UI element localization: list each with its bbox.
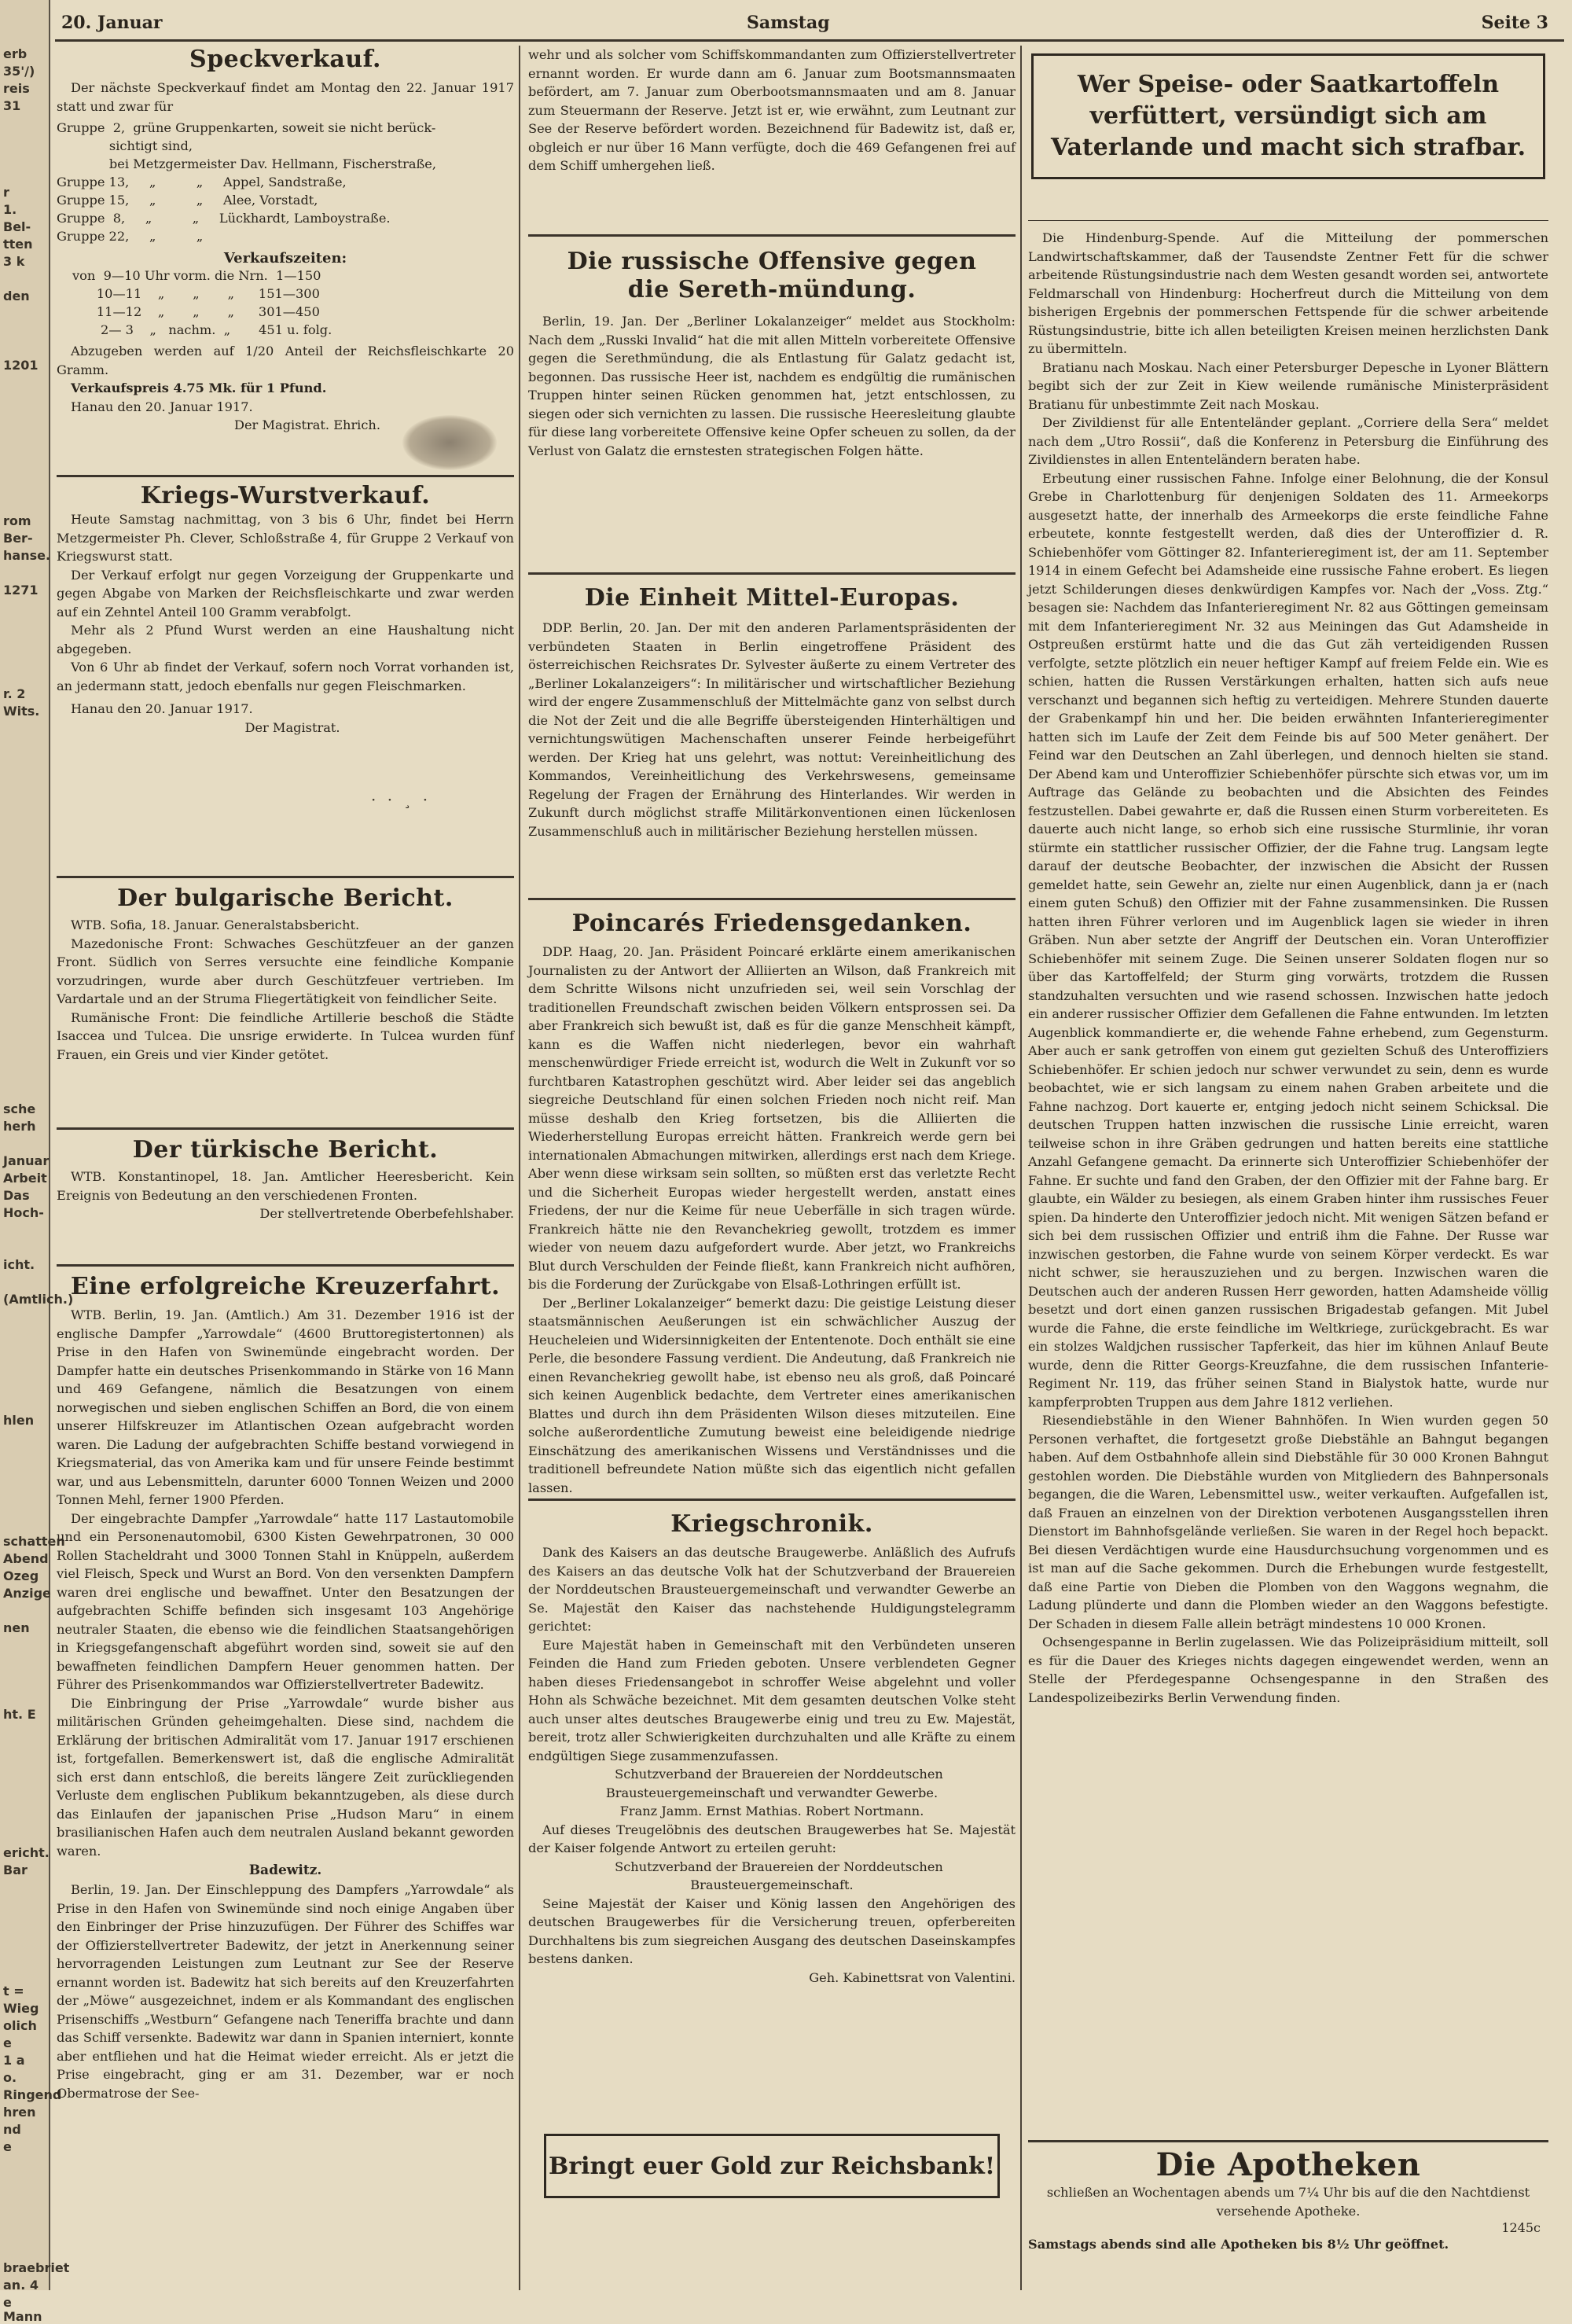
article-text: WTB. Berlin, 19. Jan. (Amtlich.) Am 31. Dezember 1916 ist der englische Dampfer „Yarrowdale“ (4600 Bruttoregistertonnen) als Prise in den Hafen von Swinemünde eingebracht worden. Der Dampfer hatte ein deutsches Prisenkommando in Stärke von 16 Mann und 469 Gefangene, nämlich die Besatzungen von einem norwegischen und sieben englischen Schiffen an Bord, die von einem unserer Hilfskreuzer im Atlantischen Ozean aufgebracht worden waren. Die Ladung der aufgebrachten Schiffe bestand vorwiegend in Kriegsmaterial, das von Amerika kam und für unsere Feinde bestimmt war, und aus Lebensmitteln, darunter 6000 Tonnen Weizen und 2000 Tonnen Mehl, ferner 1900 Pferden. — [57, 1307, 514, 1507]
news-item: Ochsengespanne in Berlin zugelassen. Wie das Polizeipräsidium mitteilt, soll es für die Dauer des Krieges nichts dagegen eingewendet werden, wenn an Stelle der Pferdegespanne Ochsengespanne in den Straßen des Landespolizeibezirks Berlin Verwendung finden. — [1028, 1635, 1548, 1705]
header-page-number: Seite 3 — [1481, 13, 1548, 33]
official-stamp-image — [402, 415, 497, 470]
article-text: Die Einbringung der Prise „Yarrowdale“ wurde bisher aus militärischen Gründen geheimgehalten. Diese sind, nachdem die Erklärung der britischen Admiralität vom 17. Januar 1917 erschienen ist, fortgefallen. Bemerkenswert ist, daß die englische Admiralität sich erst dann entschloß, die bereits längere Zeit zurückliegenden Verluste dem englischen Publikum bekanntzugeben, als diese durch das Einlaufen der japanischen Prise „Hudson Maru“ in einem brasilianischen Hafen auch dem neutralen Ausland bekannt geworden waren. — [57, 1695, 514, 1859]
column-right — [1028, 46, 1548, 2290]
edge-fragment: Wits. — [3, 704, 40, 719]
article-title: Die Einheit Mittel-Europas. — [584, 584, 960, 612]
edge-fragment: hlen — [3, 1413, 35, 1428]
notice-signature: Der Magistrat. Ehrich. — [234, 417, 380, 432]
notice-text: Der nächste Speckverkauf findet am Montag den 22. Januar 1917 statt und zwar für — [57, 80, 514, 114]
edge-fragment: olich — [3, 2018, 37, 2033]
edge-fragment: ericht. — [3, 1845, 50, 1860]
article-bulgarian-report — [57, 876, 514, 1126]
edge-fragment: Wieg — [3, 2001, 39, 2016]
edge-fragment: braebriet — [3, 2260, 70, 2275]
notice-text: Von 6 Uhr ab findet der Verkauf, sofern noch Vorrat vorhanden ist, an jedermann statt, jedoch ebenfalls nur gegen Fleischmarken. — [57, 660, 514, 693]
edge-fragment: 31 — [3, 98, 21, 113]
header-weekday: Samstag — [747, 13, 830, 33]
notice-signature: Der Magistrat. — [244, 719, 340, 735]
edge-fragment: 3 k — [3, 254, 25, 269]
edge-fragment: Anzige — [3, 1586, 51, 1601]
notice-text: Mehr als 2 Pfund Wurst werden an eine Haushaltung nicht abgegeben. — [57, 623, 514, 656]
edge-fragment: e — [3, 2139, 12, 2154]
edge-fragment: nd — [3, 2122, 21, 2137]
article-turkish-report — [57, 1127, 514, 1263]
running-header — [55, 6, 1564, 42]
edge-fragment: 1201 — [3, 358, 39, 373]
time-line: von 9—10 Uhr vorm. die Nrn. 1—150 — [72, 268, 321, 283]
edge-fragment: e — [3, 2035, 12, 2050]
article-text: wehr und als solcher vom Schiffskommandanten zum Offizierstellvertreter ernannt worden. Er wurde dann am 6. Januar zum Bootsmannsmaaten befördert, am 7. Januar zum Oberbootsmannsmaaten und am 8. Januar zum Steuermann der Reserve. Jetzt ist er, wie erwähnt, zum Leutnant zur See der Reserve befördert worden. Bezeichnend für Badewitz ist, daß er, obgleich er nur über 16 Mann verfügte, doch die 469 Gefangenen frei auf dem Schiff umhergehen ließ. — [528, 47, 1016, 173]
notice-date: Hanau den 20. Januar 1917. — [71, 399, 253, 414]
times-heading: Verkaufszeiten: — [223, 250, 347, 267]
edge-fragment: Januar — [3, 1153, 50, 1168]
group-line: Gruppe 13, „ „ Appel, Sandstraße, — [57, 175, 347, 189]
article-title: Der türkische Bericht. — [132, 1136, 439, 1164]
article-title: Der bulgarische Bericht. — [117, 884, 454, 912]
column-left — [57, 46, 514, 2290]
edge-fragment: 1271 — [3, 583, 39, 598]
notice-date: Hanau den 20. Januar 1917. — [71, 701, 253, 716]
edge-fragment: hanse. — [3, 548, 51, 563]
pharmacy-ad-number: 1245c — [1501, 2220, 1541, 2235]
edge-fragment: 35'/) — [3, 64, 35, 79]
group-line: Gruppe 2, grüne Gruppenkarten, soweit sie nicht berück- — [57, 120, 436, 135]
edge-fragment: reis — [3, 81, 30, 96]
article-text: DDP. Berlin, 20. Jan. Der mit den anderen Parlamentspräsidenten der verbündeten Staaten in Berlin eingetroffene Präsident des österreichischen Reichsrates Dr. Sylvester äußerte zu einem Vertreter des „Berliner Lokalanzeigers“: In militärischer und wirtschaftlicher Beziehung wird der engere Zusammenschluß der Mittelmächte ganz von selbst durch die Not der Zeit und die alle Begriffe übersteigenden Hinterhältigen und vernichtungswütigen Machenschaften unserer Feinde herbeigeführt werden. Der Krieg hat uns gelehrt, was nottut: Vereinheitlichung des Kommandos, Vereinheitlichung des Verkehrswesens, gemeinsame Regelung der Fragen der Ernährung des Hinterlandes. Wir werden in Zukunft durch möglichst straffe Militärkonventionen einen lückenlosen Zusammenschluß auch in militärischer Beziehung herstellen müssen. — [528, 620, 1016, 839]
time-line: 10—11 „ „ „ 151—300 — [72, 286, 320, 301]
edge-fragment: hren — [3, 2105, 36, 2120]
edge-fragment: Hoch- — [3, 1205, 44, 1220]
notice-title: Kriegs-Wurstverkauf. — [140, 482, 431, 509]
edge-fragment: Das — [3, 1188, 30, 1203]
article-war-chronicle — [528, 1498, 1016, 2143]
time-line: 2— 3 „ nachm. „ 451 u. folg. — [72, 322, 332, 337]
article-text: WTB. Sofia, 18. Januar. Generalstabsbericht. — [71, 917, 360, 932]
article-continuation — [528, 46, 1016, 225]
edge-fragment: den — [3, 289, 30, 303]
gold-appeal-box — [544, 2134, 1000, 2198]
edge-fragment: Ringend — [3, 2087, 62, 2102]
article-text: Der eingebrachte Dampfer „Yarrowdale“ hatte 117 Lastautomobile und ein Personenautomobil, 6300 Kisten Gewehrpatronen, 30 000 Rollen Stacheldraht und 3000 Tonnen Stahl in Knüppeln, außerdem viel Fleisch, Speck und Wurst an Bord. Von den versenkten Dampfern waren drei englische und bewaffnet. Unter den Besatzungen der aufgebrachten Schiffe befinden sich insgesamt 103 Angehörige neutraler Staaten, die ebenso wie die feindlichen Staatsangehörigen in Kriegsgefangenschaft abgeführt worden sind, soweit sie auf den bewaffneten feindlichen Dampfern Heuer genommen hatten. Der Führer des Prisenkommandos war Offizierstellvertreter Badewitz. — [57, 1510, 514, 1692]
edge-fragment: icht. — [3, 1257, 35, 1272]
official-stamp-mark: · · ¸ · — [371, 790, 432, 809]
edge-fragment: (Amtlich.) — [3, 1292, 74, 1307]
edge-fragment: schatten — [3, 1534, 65, 1549]
edge-fragment: an. 4 — [3, 2278, 39, 2293]
time-line: 11—12 „ „ „ 301—450 — [72, 304, 320, 319]
edge-fragment: Bar — [3, 1863, 28, 1877]
article-text: Berlin, 19. Jan. Der Einschleppung des Dampfers „Yarrowdale“ als Prise in den Hafen von Swinemünde sind noch einige Angaben über den Einbringer der Prise hinzuzufügen. Der Führer des Schiffes war der Offizierstellvertreter Badewitz, der jetzt in Anerkennung seiner hervorragenden Leistungen zum Leutnant zur See der Reserve ernannt worden ist. Badewitz hat sich bereits auf den Kreuzerfahrten der „Möwe“ ausgezeichnet, indem er als Kommandant des englischen Prisenschiffs „Westburn“ Gefangene nach Teneriffa brachte und dann das Schiff versenkte. Badewitz war dann in Spanien interniert, konnte aber entfliehen und hat die Heimat wieder erreicht. Als er jetzt die Prise eingebracht, ging er am 31. Dezember, war er noch Obermatrose der See- — [57, 1882, 514, 2101]
edge-fragment: Arbeit — [3, 1171, 47, 1186]
notice-title: Speckverkauf. — [189, 46, 381, 73]
pharmacy-text: Samstags abends sind alle Apotheken bis 8½ Uhr geöffnet. — [1028, 2237, 1449, 2252]
edge-fragment: erb — [3, 46, 28, 61]
pharmacy-title: Die Apotheken — [1155, 2146, 1421, 2183]
article-title: Kriegschronik. — [670, 1510, 873, 1538]
gold-appeal-text: Bringt euer Gold zur Reichsbank! — [549, 2152, 995, 2180]
edge-fragment: Abend — [3, 1551, 49, 1566]
article-text: Eure Majestät haben in Gemeinschaft mit den Verbündeten unseren Feinden die Hand zum Frieden geboten. Unsere verblendeten Gegner haben dieses Friedensangebot in schroffer Weise abgelehnt und voller Hohn als Schwäche bezeichnet. Mit dem gesamten deutschen Volke steht auch unser altes deutsches Braugewerbe einig und treu zu Ew. Majestät, bereit, trotz aller Schwierigkeiten durchzuhalten und alle Kräfte zu einem endgültigen Siege zusammenzufassen. — [528, 1637, 1016, 1763]
news-item: Die Hindenburg-Spende. Auf die Mitteilung der pommerschen Landwirtschaftskammer, daß der Tausendste Zentner Fett für die schwer arbeitende Rüstungsindustrie nach dem Westen gesandt worden sei, antwortete Feldmarschall von Hindenburg: Hocherfreut durch die Mitteilung von dem bisherigen Ergebnis der pommerschen Fettspende für die schwer arbeitende Rüstungsindustrie, bitte ich allen beteiligten Kreisen meinen herzlichsten Dank zu übermitteln. — [1028, 230, 1548, 356]
edge-fragment: 1 a — [3, 2053, 25, 2068]
article-text: Der „Berliner Lokalanzeiger“ bemerkt dazu: Die geistige Leistung dieser staatsmännischen Aeußerungen ist ein schwächlicher Auszug der Heucheleien und Widersinnigkeiten der Ententenote. Doch enthält sie eine Perle, die besondere Fassung verdient. Die Andeutung, daß Frankreich nie einen Revanchekrieg gewollt habe, ist ebenso neu als groß, daß Poincaré sich keinen Augenblick bedachte, dem Vertreter eines amerikanischen Blattes und durch ihn dem Präsidenten Wilson dieses mitzuteilen. Eine solche außerordentliche Zumutung beweist eine beleidigende niedrige Einschätzung des amerikanischen Wissens und Verständnisses und die traditionell befreundete Nation müßte sich das eigentlich nicht gefallen lassen. — [528, 1295, 1016, 1495]
article-text: Berlin, 19. Jan. Der „Berliner Lokalanzeiger“ meldet aus Stockholm: Nach dem „Russki Invalid“ hat die mit allen Mitteln vorbereitete Offensive gegen die Serethmündung, die als Entlastung für Galatz gedacht ist, begonnen. Das russische Heer ist, nachdem es endgültig die rumänischen Truppen hinter seinen Rücken genommen hat, jetzt entschlossen, zu siegen oder sich vernichten zu lassen. Die russische Heeresleitung glaubte für diese lang vorbereitete Offensive keine Opfer scheuen zu sollen, da der Verlust von Galatz die ernstesten strategischen Folgen hätte. — [528, 314, 1016, 458]
group-line: Gruppe 8, „ „ Lückhardt, Lamboystraße. — [57, 211, 391, 226]
edge-fragment: Ber- — [3, 531, 33, 546]
potato-warning-text: Wer Speise- oder Saatkartoffeln verfüttert, versündigt sich am Vaterlande und macht sich strafbar. — [1050, 71, 1526, 161]
edge-fragment: o. — [3, 2070, 17, 2085]
article-text: Seine Majestät der Kaiser und König lassen den Angehörigen des deutschen Braugewerbes für die Versicherung treuen, opferbereiten Durchhaltens bis zum siegreichen Ausgang des deutschen Daseinskampfes bestens danken. — [528, 1896, 1016, 1966]
notice-text: Heute Samstag nachmittag, von 3 bis 6 Uhr, findet bei Herrn Metzgermeister Ph. Clever, Schloßstraße 4, für Gruppe 2 Verkauf von Kriegswurst statt. — [57, 512, 514, 564]
news-items — [1028, 220, 1548, 2138]
edge-fragment: Bel- — [3, 219, 31, 234]
group-line: bei Metzgermeister Dav. Hellmann, Fischerstraße, — [57, 156, 437, 171]
article-text: WTB. Konstantinopel, 18. Jan. Amtlicher Heeresbericht. Kein Ereignis von Bedeutung an den verschiedenen Fronten. — [57, 1169, 514, 1203]
notice-wurstverkauf — [57, 475, 514, 844]
pharmacy-text: schließen an Wochentagen abends um 7¼ Uhr bis auf die den Nachtdienst versehende Apotheke. — [1046, 2185, 1530, 2219]
article-title: Poincarés Friedensgedanken. — [571, 910, 972, 937]
article-text: Mazedonische Front: Schwaches Geschützfeuer an der ganzen Front. Südlich von Serres versuchte eine feindliche Kompanie vorzudringen, wurde aber durch Geschützfeuer vertrieben. Im Vardartale und an der Struma Fliegertätigkeit von feindlicher Seite. — [57, 936, 514, 1006]
group-line: Gruppe 22, „ „ — [57, 229, 204, 244]
article-cruiser-voyage — [57, 1264, 514, 2290]
article-text: Auf dieses Treugelöbnis des deutschen Braugewerbes hat Se. Majestät der Kaiser folgende Antwort zu erteilen geruht: — [528, 1822, 1016, 1855]
column-middle — [528, 46, 1016, 2290]
group-line: Gruppe 15, „ „ Alee, Vorstadt, — [57, 193, 318, 208]
article-signature: Der stellvertretende Oberbefehlshaber. — [259, 1206, 514, 1221]
article-title: Eine erfolgreiche Kreuzerfahrt. — [70, 1273, 501, 1300]
potato-warning-box — [1031, 53, 1545, 179]
article-subheading: Badewitz. — [248, 1863, 322, 1878]
article-sereth-offensive — [528, 234, 1016, 564]
edge-fragment: ht. E — [3, 1707, 36, 1722]
edge-fragment: nen — [3, 1620, 30, 1635]
column-rule — [519, 46, 520, 2290]
edge-fragment: herh — [3, 1119, 36, 1134]
article-poincare — [528, 898, 1016, 1495]
article-central-europe — [528, 572, 1016, 887]
edge-fragment: rom — [3, 513, 31, 528]
article-text: Schutzverband der Brauereien der Norddeutschen Brausteuergemeinschaft. — [615, 1859, 943, 1892]
news-item: Der Zivildienst für alle Ententeländer geplant. „Corriere della Sera“ meldet nach dem „Utro Rossii“, daß die Konferenz in Petersburg die Einführung des Zivildienstes in allen Ententeländern beraten habe. — [1028, 415, 1548, 467]
edge-fragment: r — [3, 185, 9, 200]
article-text: Schutzverband der Brauereien der Norddeutschen Brausteuergemeinschaft und verwandter Gewerbe. — [605, 1767, 943, 1800]
edge-fragment: 1. — [3, 202, 17, 217]
article-text: Franz Jamm. Ernst Mathias. Robert Nortmann. — [619, 1804, 924, 1818]
notice-text: Abzugeben werden auf 1/20 Anteil der Reichsfleischkarte 20 Gramm. — [57, 344, 514, 377]
group-line: sichtigt sind, — [57, 138, 193, 153]
notice-text: Der Verkauf erfolgt nur gegen Vorzeigung der Gruppenkarte und gegen Abgabe von Marken der Reichsfleischkarte und zwar werden auf ein Zehntel Anteil 100 Gramm verabfolgt. — [57, 567, 514, 620]
column-rule — [1020, 46, 1022, 2290]
edge-fragment: Ozeg — [3, 1568, 39, 1583]
edge-fragment: t = — [3, 1984, 24, 1999]
news-item: Bratianu nach Moskau. Nach einer Petersburger Depesche in Lyoner Blättern begibt sich der zur Zeit in Kiew weilende rumänische Ministerpräsident Bratianu für unbestimmte Zeit nach Moskau. — [1028, 359, 1548, 412]
adjacent-page-edge — [0, 0, 74, 2324]
edge-fragment: sche — [3, 1101, 36, 1116]
times-list — [72, 267, 514, 339]
header-date: 20. Januar — [61, 13, 163, 33]
article-title: Die russische Offensive gegen die Sereth-mündung. — [567, 248, 977, 303]
group-list — [57, 119, 514, 245]
news-item: Riesendiebstähle in den Wiener Bahnhöfen. In Wien wurden gegen 50 Personen verhaftet, die fortgesetzt große Diebstähle an Bahngut begangen haben. Auf dem Ostbahnhofe allein sind Diebstähle für 30 000 Kronen Bahngut gestohlen worden. Die Diebstähle wurden von Mitgliedern des Bahnpersonals begangen, die die Waren, Lebensmittel usw., weiter verkauften. Aufgefallen ist, daß Frauen an einzelnen von der Direktion verbotenen Ausgangsstellen ihren Dienstort im Bahnhofsgelände verließen. Sie waren in der Regel hoch bepackt. Bei diesen Verdächtigen wurde eine Hausdurchsuchung vorgenommen und es ist man auf die Sache gekommen. Durch die Erhebungen wurde festgestellt, daß eine Partie von Dieben die Plomben von den Waggons wegnahm, die Ladung plünderte und dann die Plomben wieder an den Waggons befestigte. Der Schaden in diesem Falle allein beträgt mindestens 10 000 Kronen. — [1028, 1413, 1548, 1631]
notice-text: Verkaufspreis 4.75 Mk. für 1 Pfund. — [71, 381, 327, 395]
edge-fragment: e Mann — [3, 2295, 42, 2324]
article-text: Dank des Kaisers an das deutsche Braugewerbe. Anläßlich des Aufrufs des Kaisers an das deutsche Volk hat der Schutzverband der Brauereien der Norddeutschen Brausteuergemeinschaft und verwandter Gewerbe an Se. Majestät den Kaiser das nachstehende Huldigungstelegramm gerichtet: — [528, 1545, 1016, 1634]
article-signature: Geh. Kabinettsrat von Valentini. — [809, 1969, 1016, 1985]
pharmacy-notice — [1028, 2140, 1548, 2258]
article-text: DDP. Haag, 20. Jan. Präsident Poincaré erklärte einem amerikanischen Journalisten zu der Antwort der Alliierten an Wilson, daß Frankreich mit dem Schritte Wilsons nicht unzufrieden sei, weil sein Vorschlag der traditionellen Freundschaft zwischen beiden Völkern entsprossen sei. Da aber Frankreich sich bewußt ist, daß es für die ganze Menschheit kämpft, kann es die Waffen nicht niederlegen, bevor ein wahrhaft menschenwürdiger Friede erreicht ist, wodurch die Welt in Zukunft vor so furchtbaren Katastrophen geschützt wird. Aber leider sei das angeblich siegreiche Deutschland für einen solchen Frieden noch nicht reif. Man müsse deshalb den Krieg fortsetzen, bis die Alliierten die Wiederherstellung Europas erreicht hätten. Frankreich werde gern bei internationalen Abmachungen mitwirken, allerdings erst nach dem Kriege. Aber wenn diese wirksam sein sollten, so müßten erst das verletzte Recht und die Sicherheit Europas wieder hergestellt werden, anstatt eines Friedens, der nur die Keime für neue Ueberfälle in sich tragen würde. Frankreich hätte nie den Revanchekrieg gewollt, trotzdem es immer wieder von neuem dazu aufgefordert wurde. Aber jetzt, wo Frankreichs Blut durch Verschulden der Feinde fließt, kann Frankreich nicht aufhören, bis die Forderung der Zurückgabe von Elsaß-Lothringen erfüllt ist. — [528, 944, 1016, 1292]
news-item: Erbeutung einer russischen Fahne. Infolge einer Belohnung, die der Konsul Grebe in Charlottenburg für denjenigen Soldaten des 11. Armeekorps ausgesetzt hatte, der innerhalb des Armeekorps die erste feindliche Fahne erbeutete, konnte festgestellt werden, daß dies der Unteroffizier d. R. Schiebenhöfer vom Göttinger 82. Infanterieregiment ist, der am 11. September 1914 in einem Gefecht bei Adamsheide eine russische Fahne erobert. Es liegen jetzt Schilderungen dieses denkwürdigen Kampfes vor. Nach der „Voss. Ztg.“ besagen sie: Nachdem das Infanterieregiment Nr. 82 aus Göttingen gemeinsam mit dem Infanterieregiment Nr. 32 aus Meiningen das Gut Adamsheide in Ostpreußen erstürmt hatte und die das Gut zäh verteidigenden Russen verfolgte, setzte plötzlich ein neuer heftiger Kampf auf freiem Felde ein. Wie es schien, hatten die Russen Verstärkungen erhalten, hatten sich aufs neue verschanzt und begannen sich heftig zu verteidigen. Mehrere Stunden dauerte der Grabenkampf hin und her. Die beiden erwähnten Infanterieregimenter hatten sich im Laufe der Zeit dem Feinde bis auf 500 Meter genähert. Der Feind war den Deutschen an Zahl überlegen, und dennoch hielten sie stand. Der Abend kam und Unteroffizier Schiebenhöfer pürschte sich etwas vor, um im Auftrage das Gelände zu beobachten und die Absichten des Feindes festzustellen. Dabei gewahrte er, daß die Russen einen Sturm vorbereiteten. Es dauerte auch nicht lange, so erhob sich eine russische Sturmlinie, ihr voran stürmte ein stattlicher russischer Offizier, der die Fahne trug. Langsam legte darauf der deutsche Beobachter, der inzwischen die Absicht der Russen gemeldet hatte, sein Gewehr an, zielte nur einen Augenblick, dann ja er (nach einem guten Schuß) den Offizier mit der Fahne zusammensinken. Die Russen hatten ihren Führer verloren und im Augenblick lagen sie wieder in ihren Gräben. Nun aber setzte der Angriff der Deutschen ein. Voran Unteroffizier Schiebenhöfer mit seinem Zuge. Die Seinen unserer Soldaten flogen nur so über das Kartoffelfeld; der Sturm ging vorwärts, trotzdem die Russen standzuhalten versuchten und wie rasend schossen. Inzwischen hatte jedoch ein anderer russischer Offizier dem Gefallenen die Fahne entwunden. Im letzten Augenblick kommandierte er, die wehende Fahne erhebend, zum Gegensturm. Aber auch er sank getroffen von einem gut gezielten Schuß des Unteroffiziers Schiebenhöfer. Er schien jedoch nur schwer verwundet zu sein, denn es wurde beobachtet, wie er sich langsam zu einem nahen Graben arbeitete und die Fahne nachzog. Dort kauerte er, entging jedoch nicht seinem Schicksal. Die deutschen Truppen hatten inzwischen die russische Linie erreicht, waren teilweise schon in ihre Gräben gedrungen und hatten bereits eine stattliche Anzahl Gefangene gemacht. Da erinnerte sich Unteroffizier Schiebenhöfer der Fahne. Er suchte und fand den Graben, der den Offizier mit der Fahne barg. Er glaubte, ein Wälder zu besiegen, als einem Graben hinter ihm russisches Feuer spien. Da hinderte den Unteroffizier jedoch nicht. Mit wenigen Sätzen befand er sich bei dem russischen Offizier und entriß ihm die Fahne. Der Russe war inzwischen gestorben, die Fahne wurde von seinem Körper verdeckt. Es war nicht schwer, sie herauszuziehen und zu bergen. Inzwischen waren die Deutschen auch der anderen Russen Herr geworden, hatten Adamsheide völlig besetzt und dort einen ganzen russischen Brigadestab gefangen. Mit Jubel wurde die Fahne, die erste feindliche im Weltkriege, zurückgebracht. Es war ein stolzes Waldjchen russischer Tapferkeit, das hier im kühnen Anlauf Beute wurde, denn die Ritter Georgs-Kreuzfahne, die dem russischen Infanterie-Regiment Nr. 119, das früher seinen Stand in Bialystok hatte, wurde nur kampferprobten Truppen aus dem Jahre 1812 verliehen. — [1028, 470, 1548, 1410]
article-text: Rumänische Front: Die feindliche Artillerie beschoß die Städte Isaccea und Tulcea. Die unsrige erwiderte. In Tulcea wurden fünf Frauen, ein Greis und vier Kinder getötet. — [57, 1009, 514, 1062]
edge-fragment: tten — [3, 237, 33, 252]
edge-fragment: r. 2 — [3, 686, 26, 701]
